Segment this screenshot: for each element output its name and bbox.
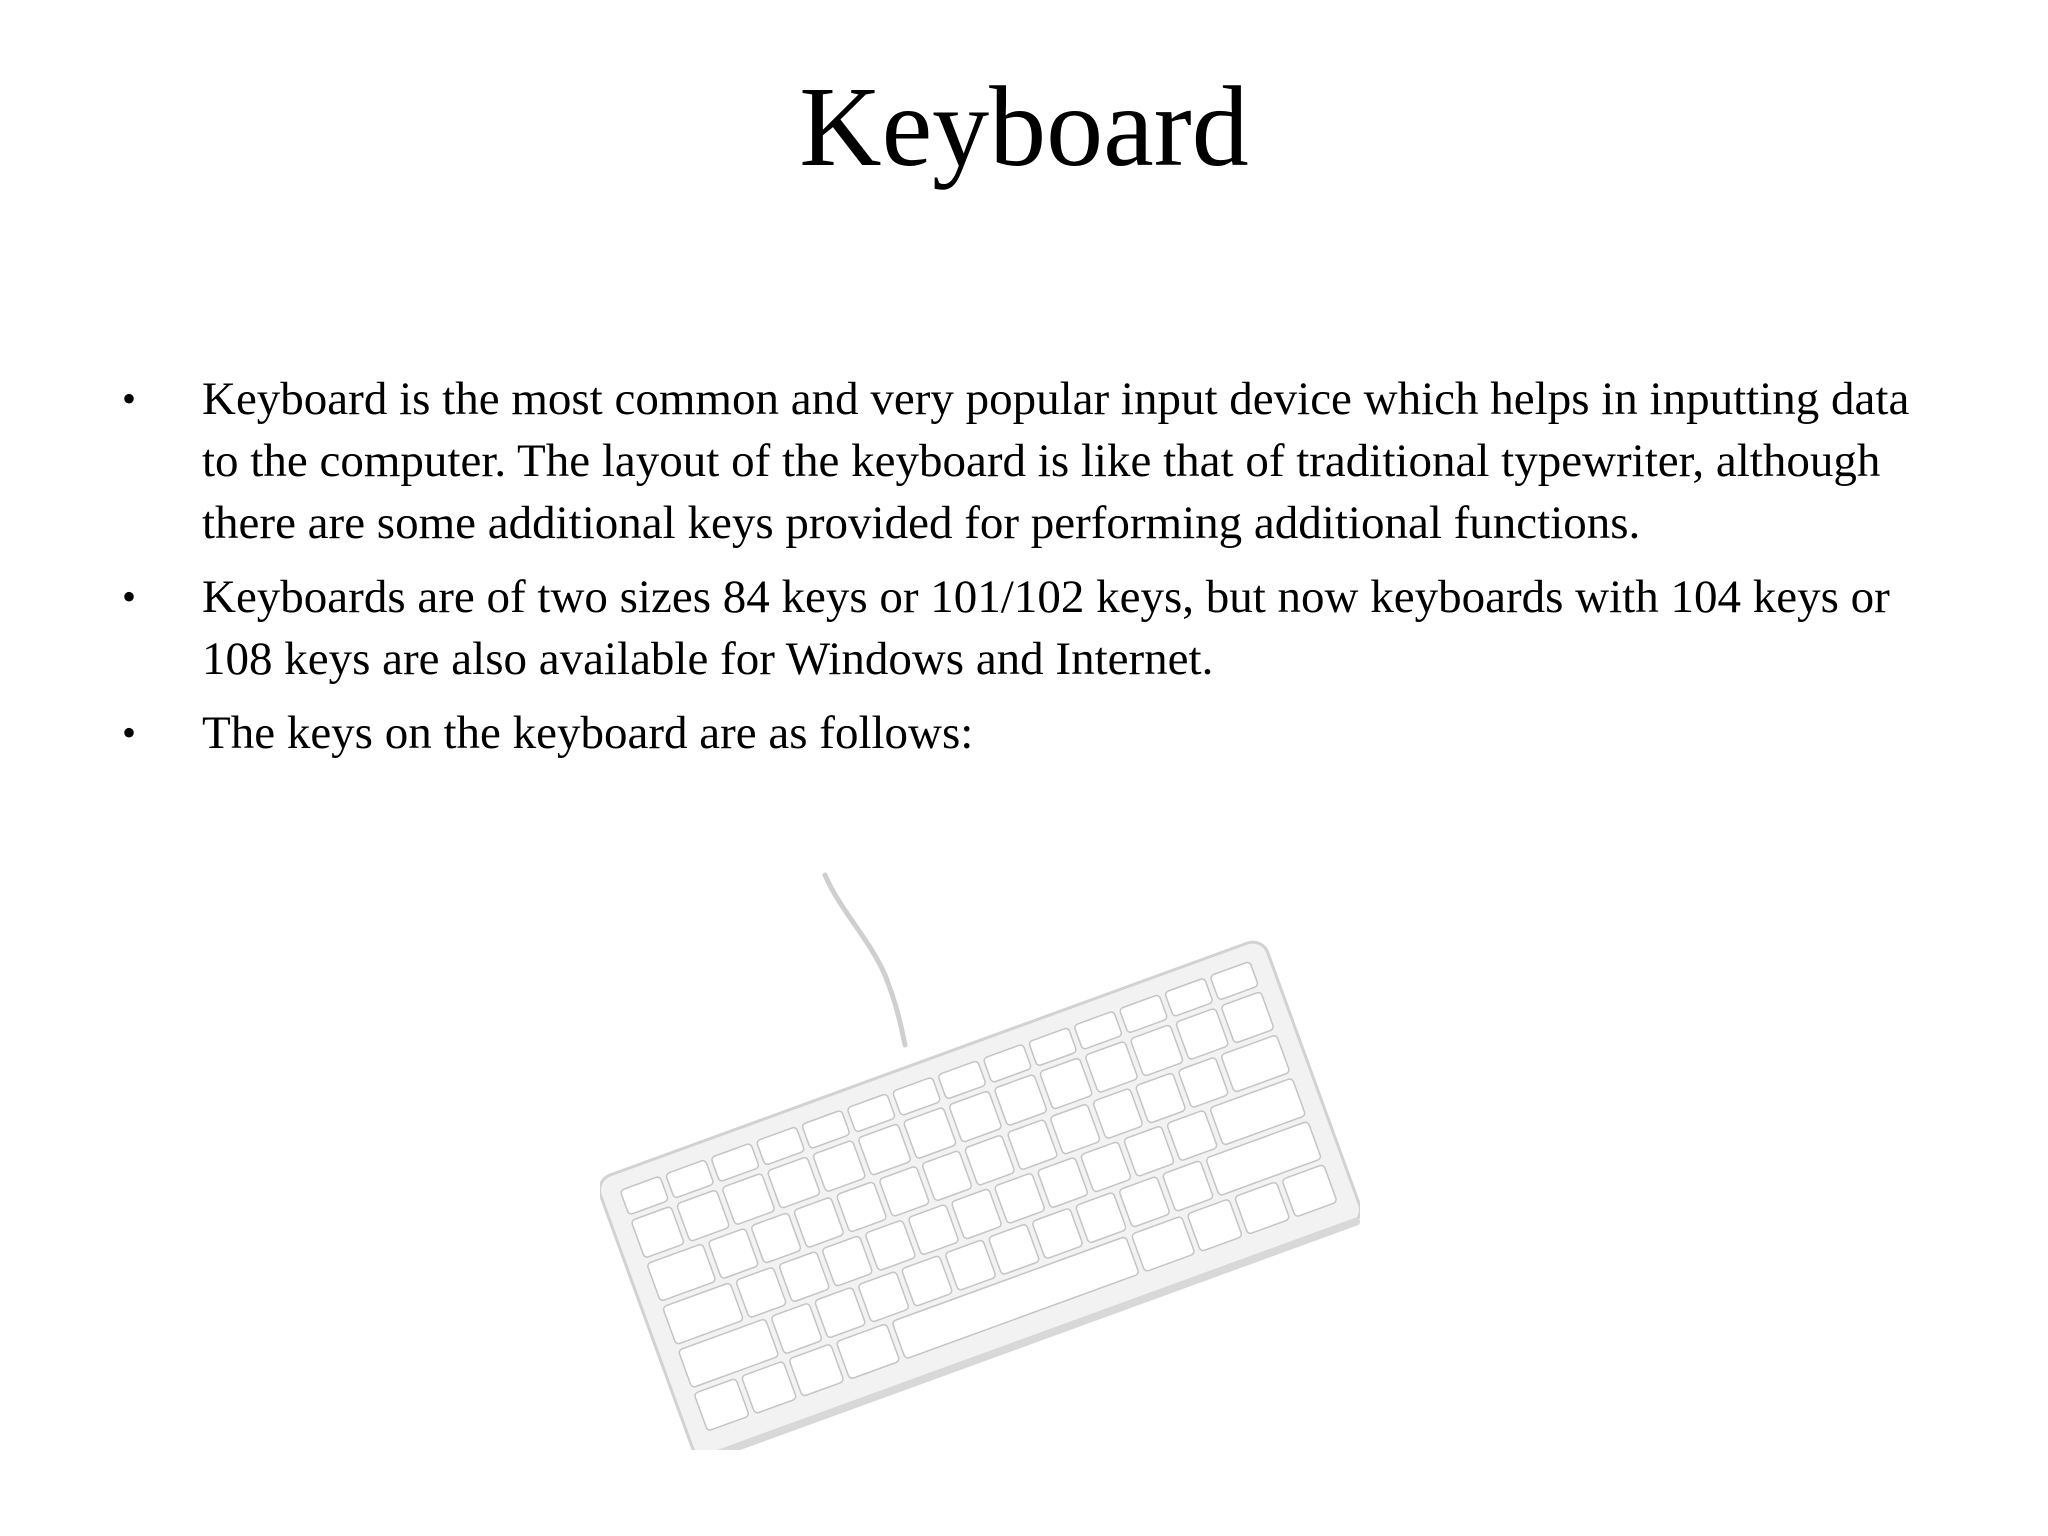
bullet-list — [122, 368, 1942, 776]
bullet-item — [122, 566, 1942, 690]
bullet-item — [122, 702, 1942, 764]
keyboard-body-group — [600, 938, 1360, 1450]
bullet-symbol: • — [122, 574, 137, 619]
bullet-text: Keyboard is the most common and very popular input device which helps in inputting data to the computer. The layout of the keyboard is like that of traditional typewriter, although there are some additional keys provided for performing additional functions. — [202, 373, 1910, 549]
bullet-text: The keys on the keyboard are as follows: — [202, 707, 974, 759]
slide-title: Keyboard — [799, 63, 1249, 190]
bullet-symbol: • — [122, 710, 137, 755]
bullet-symbol: • — [122, 376, 137, 421]
keyboard-icon — [600, 870, 1360, 1450]
keyboard-cable — [825, 875, 905, 1045]
bullet-item — [122, 368, 1942, 554]
keyboard-image — [600, 870, 1360, 1450]
bullet-text: Keyboards are of two sizes 84 keys or 101/102 keys, but now keyboards with 104 keys or 108 keys are also available for Windows and Internet. — [202, 571, 1890, 685]
